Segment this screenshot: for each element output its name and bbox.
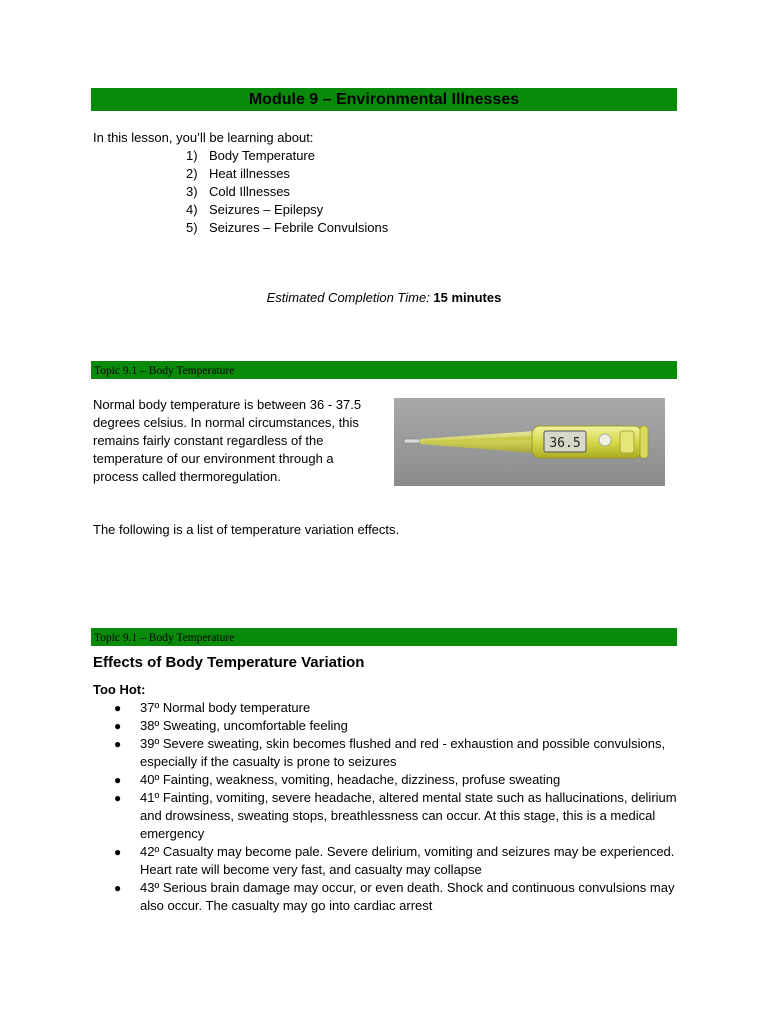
bullet-icon: ●	[114, 737, 122, 751]
completion-time	[0, 289, 768, 307]
topic-bar-label: Topic 9.1 – Body Temperature	[94, 365, 235, 377]
topic-list-item: 4) Seizures – Epilepsy	[186, 202, 324, 217]
effect-item: ● 38º Sweating, uncomfortable feeling	[114, 718, 348, 733]
effect-item: ● 42º Casualty may become pale. Severe delirium, vomiting and seizures may be experienced. Heart rate will become very fast, and casualty may collapse	[114, 844, 675, 877]
completion-value: 15 minutes	[433, 290, 502, 305]
bullet-icon: ●	[114, 881, 122, 895]
effect-item: ● 39º Severe sweating, skin becomes flushed and red - exhaustion and possible convulsions, especially if the casualty is prone to seizures	[114, 736, 666, 769]
bullet-icon: ●	[114, 791, 122, 805]
topic-bar	[91, 361, 677, 379]
too-hot-label: Too Hot:	[93, 682, 146, 697]
effect-item: ● 43º Serious brain damage may occur, or even death. Shock and continuous convulsions may also occur. The casualty may go into cardiac arrest	[114, 880, 675, 913]
bullet-icon: ●	[114, 701, 122, 715]
effect-item: ● 41º Fainting, vomiting, severe headache, altered mental state such as hallucinations, delirium and drowsiness, sweating stops, breathlessness can occur. At this stage, this is a medical emergency	[114, 790, 677, 841]
effects-list	[114, 699, 684, 915]
topic-bar-label: Topic 9.1 – Body Temperature	[94, 632, 235, 644]
topic-list-item: 2) Heat illnesses	[186, 166, 290, 181]
topic-bar	[91, 628, 677, 646]
bullet-icon: ●	[114, 845, 122, 859]
module-title: Module 9 – Environmental Illnesses	[248, 91, 520, 108]
thermometer-image	[394, 398, 665, 486]
completion-label: Estimated Completion Time:	[266, 290, 434, 305]
effect-item: ● 40º Fainting, weakness, vomiting, headache, dizziness, profuse sweating	[114, 772, 561, 787]
bullet-icon: ●	[114, 719, 122, 733]
effect-item: ● 37º Normal body temperature	[114, 700, 311, 715]
topic-list-item: 5) Seizures – Febrile Convulsions	[186, 220, 389, 235]
body-temperature-paragraph: Normal body temperature is between 36 - 37.5 degrees celsius. In normal circumstances, this remains fairly constant regardless of the temperature of our environment through a process called thermoregulation.	[93, 397, 362, 484]
list-intro: The following is a list of temperature variation effects.	[93, 522, 400, 537]
topic-list	[186, 147, 388, 237]
thermometer-reading: 36.5	[549, 436, 581, 451]
effects-heading: Effects of Body Temperature Variation	[93, 654, 365, 671]
topic-list-item: 3) Cold Illnesses	[186, 184, 290, 199]
intro-lead: In this lesson, you’ll be learning about:	[93, 130, 314, 145]
bullet-icon: ●	[114, 773, 122, 787]
topic-list-item: 1) Body Temperature	[186, 148, 315, 163]
module-title-bar	[91, 88, 677, 111]
